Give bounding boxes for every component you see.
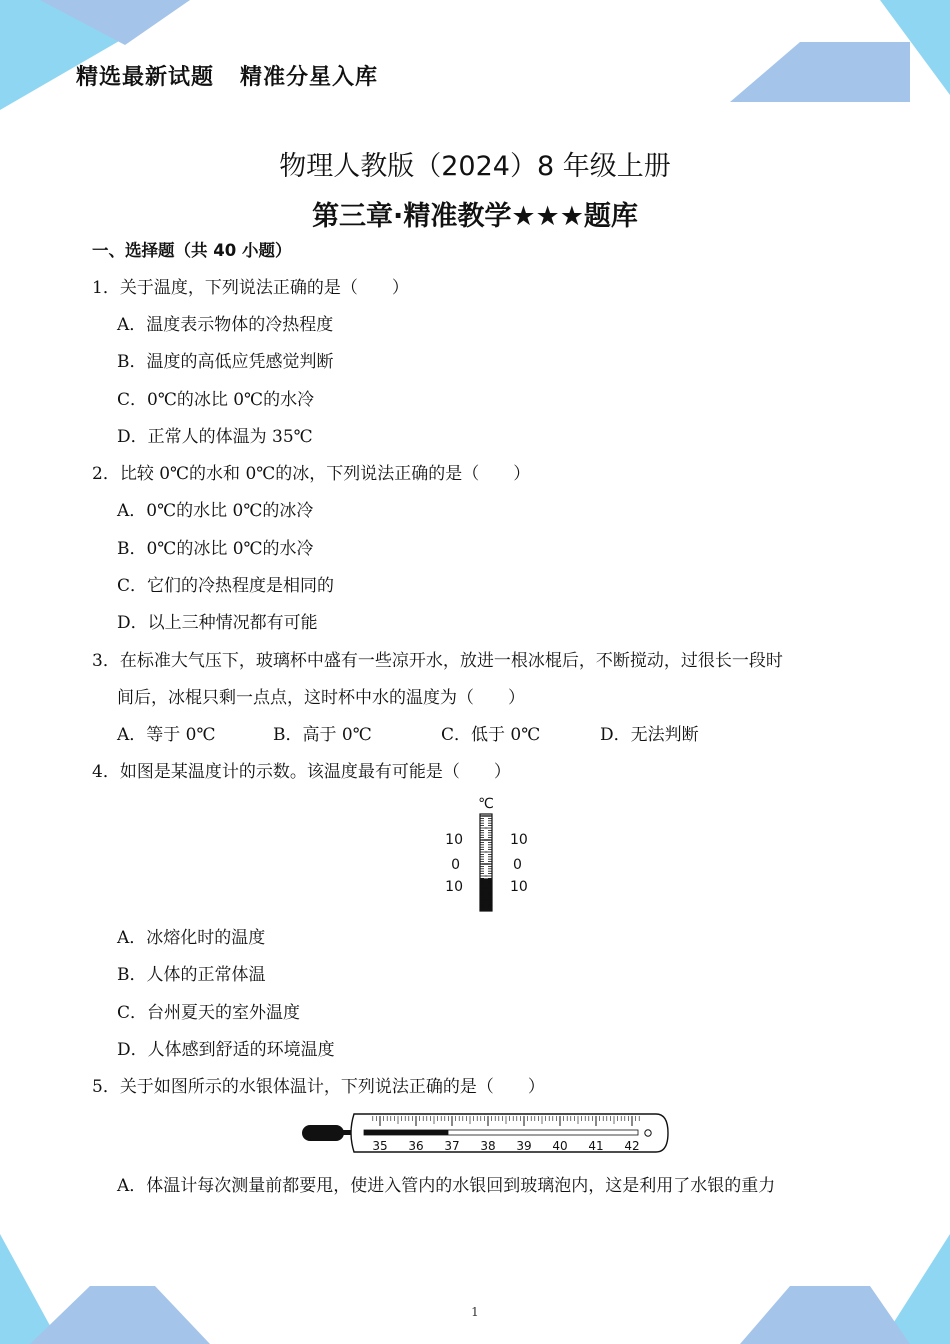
question-1-stem: 1．关于温度，下列说法正确的是（ ） bbox=[92, 278, 409, 298]
section-heading: 一、选择题（共 40 小题） bbox=[92, 241, 292, 260]
scale-label-41: 41 bbox=[588, 1139, 604, 1153]
question-4-option-c: C．台州夏天的室外温度 bbox=[117, 1003, 301, 1023]
scale-label-42: 42 bbox=[624, 1139, 640, 1153]
thermometer-label-right-bottom: 10 bbox=[510, 879, 528, 895]
scale-label-40: 40 bbox=[552, 1139, 568, 1153]
question-1-option-a: A．温度表示物体的冷热程度 bbox=[117, 315, 334, 335]
page-title: 物理人教版（2024）8 年级上册 bbox=[279, 151, 671, 182]
thermometer-label-left-bottom: 10 bbox=[445, 879, 463, 895]
question-2-option-b: B．0℃的冰比 0℃的水冷 bbox=[117, 539, 314, 559]
question-3-stem-continued: 间后，冰棍只剩一点点，这时杯中水的温度为（ ） bbox=[117, 688, 525, 708]
header-banner bbox=[76, 60, 378, 91]
bottom-right-corner-decoration bbox=[730, 1234, 950, 1344]
question-3-option-b: B．高于 0℃ bbox=[273, 725, 372, 745]
question-4-option-b: B．人体的正常体温 bbox=[117, 965, 266, 985]
top-right-corner-decoration bbox=[730, 0, 950, 110]
question-1-option-d: D．正常人的体温为 35℃ bbox=[117, 427, 313, 447]
question-4-option-d: D．人体感到舒适的环境温度 bbox=[117, 1040, 335, 1060]
question-3-option-d: D．无法判断 bbox=[600, 725, 699, 745]
thermometer-label-right-mid: 0 bbox=[513, 857, 522, 873]
page-subtitle: 第三章·精准教学★★★题库 bbox=[312, 201, 638, 232]
question-2-option-a: A．0℃的水比 0℃的冰冷 bbox=[117, 501, 314, 521]
thermometer-unit-label: ℃ bbox=[478, 796, 494, 812]
page-number: 1 bbox=[471, 1305, 479, 1319]
thermometer-figure bbox=[438, 792, 538, 914]
thermometer-label-left-top: 10 bbox=[445, 832, 463, 848]
question-3-option-a: A．等于 0℃ bbox=[117, 725, 216, 745]
clinical-thermometer-bulb bbox=[302, 1125, 344, 1141]
question-2-stem: 2．比较 0℃的水和 0℃的冰，下列说法正确的是（ ） bbox=[92, 464, 531, 484]
question-3-stem: 3．在标准大气压下，玻璃杯中盛有一些凉开水，放进一根冰棍后，不断搅动，过很长一段时 bbox=[92, 651, 783, 671]
clinical-thermometer-mercury bbox=[364, 1130, 448, 1135]
scale-label-39: 39 bbox=[516, 1139, 532, 1153]
question-2-option-c: C．它们的冷热程度是相同的 bbox=[117, 576, 335, 596]
question-5-stem: 5．关于如图所示的水银体温计，下列说法正确的是（ ） bbox=[92, 1077, 545, 1097]
scale-label-35: 35 bbox=[372, 1139, 388, 1153]
top-left-corner-decoration bbox=[0, 0, 190, 110]
banner-left-text: 精选最新试题 bbox=[76, 65, 215, 90]
question-1-option-c: C．0℃的冰比 0℃的水冷 bbox=[117, 390, 315, 410]
banner-right-text: 精准分星入库 bbox=[240, 65, 379, 90]
question-2-option-d: D．以上三种情况都有可能 bbox=[117, 613, 318, 633]
scale-label-36: 36 bbox=[408, 1139, 424, 1153]
scale-label-38: 38 bbox=[480, 1139, 496, 1153]
question-5-option-a: A．体温计每次测量前都要甩，使进入管内的水银回到玻璃泡内，这是利用了水银的重力 bbox=[117, 1176, 776, 1196]
question-4-option-a: A．冰熔化时的温度 bbox=[117, 928, 266, 948]
question-1-option-b: B．温度的高低应凭感觉判断 bbox=[117, 352, 334, 372]
thermometer-label-left-mid: 0 bbox=[451, 857, 460, 873]
bottom-left-corner-decoration bbox=[0, 1234, 220, 1344]
question-3-option-c: C．低于 0℃ bbox=[441, 725, 541, 745]
question-4-stem: 4．如图是某温度计的示数。该温度最有可能是（ ） bbox=[92, 762, 511, 782]
clinical-thermometer-figure bbox=[298, 1108, 672, 1158]
thermometer-label-right-top: 10 bbox=[510, 832, 528, 848]
scale-label-37: 37 bbox=[444, 1139, 460, 1153]
